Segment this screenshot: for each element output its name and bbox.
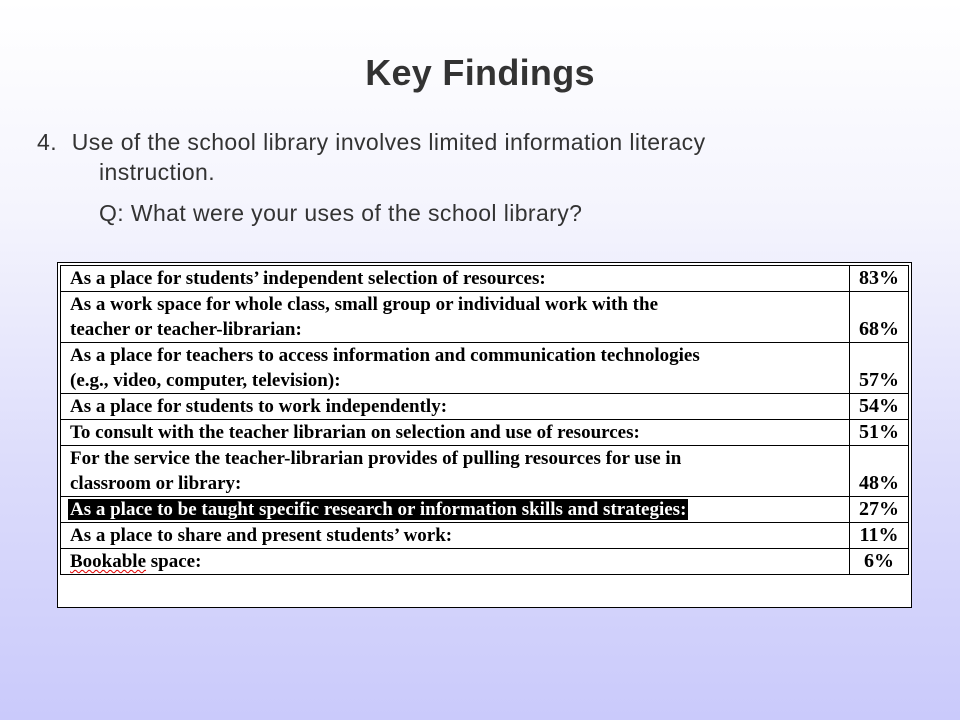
row-label [61,523,850,549]
table-row [61,497,909,523]
survey-question: Q: What were your uses of the school library? [99,200,583,226]
row-label [61,420,850,446]
row-label [61,292,850,343]
table-row [61,420,909,446]
row-label-line: As a place for students’ independent selection of resources: [70,268,546,289]
row-percent: 27% [850,497,909,523]
row-label-line: To consult with the teacher librarian on selection and use of resources: [70,422,640,443]
table-row [61,446,909,497]
row-percent: 51% [850,420,909,446]
spellcheck-underline: Bookable [70,551,147,572]
point-number: 4. [37,129,57,155]
row-label-line: As a place for students to work independently: [70,396,448,417]
row-percent: 48% [850,446,909,497]
row-label [61,343,850,394]
row-label-line: As a place for teachers to access information and communication technologies [70,345,700,366]
row-percent: 57% [850,343,909,394]
row-label [61,394,850,420]
row-label-line: As a work space for whole class, small group or individual work with the [70,294,658,315]
point-text-line2: instruction. [99,159,216,185]
row-label-line: As a place to share and present students’ work: [70,525,453,546]
row-label-line: classroom or library: [70,473,242,494]
row-label-line: Bookable space: [70,551,202,572]
row-percent: 68% [850,292,909,343]
table-row [61,549,909,575]
row-label-line: (e.g., video, computer, television): [70,370,341,391]
slide-title: Key Findings [365,52,595,93]
point-text-line1: Use of the school library involves limited information literacy [71,129,706,155]
row-label [61,266,850,292]
row-label-line: teacher or teacher-librarian: [70,319,302,340]
row-percent: 11% [850,523,909,549]
table-row [61,394,909,420]
row-label [61,549,850,575]
results-table [60,265,909,575]
row-percent: 54% [850,394,909,420]
row-label [61,497,850,523]
finding-point [37,127,897,187]
row-percent: 83% [850,266,909,292]
table-row [61,523,909,549]
table-row [61,292,909,343]
row-label [61,446,850,497]
row-label-line: As a place to be taught specific research or information skills and strategies: [70,499,687,520]
table-row [61,343,909,394]
row-percent: 6% [850,549,909,575]
row-label-line: For the service the teacher-librarian provides of pulling resources for use in [70,448,682,469]
table-row [61,266,909,292]
results-table-image [57,262,912,608]
